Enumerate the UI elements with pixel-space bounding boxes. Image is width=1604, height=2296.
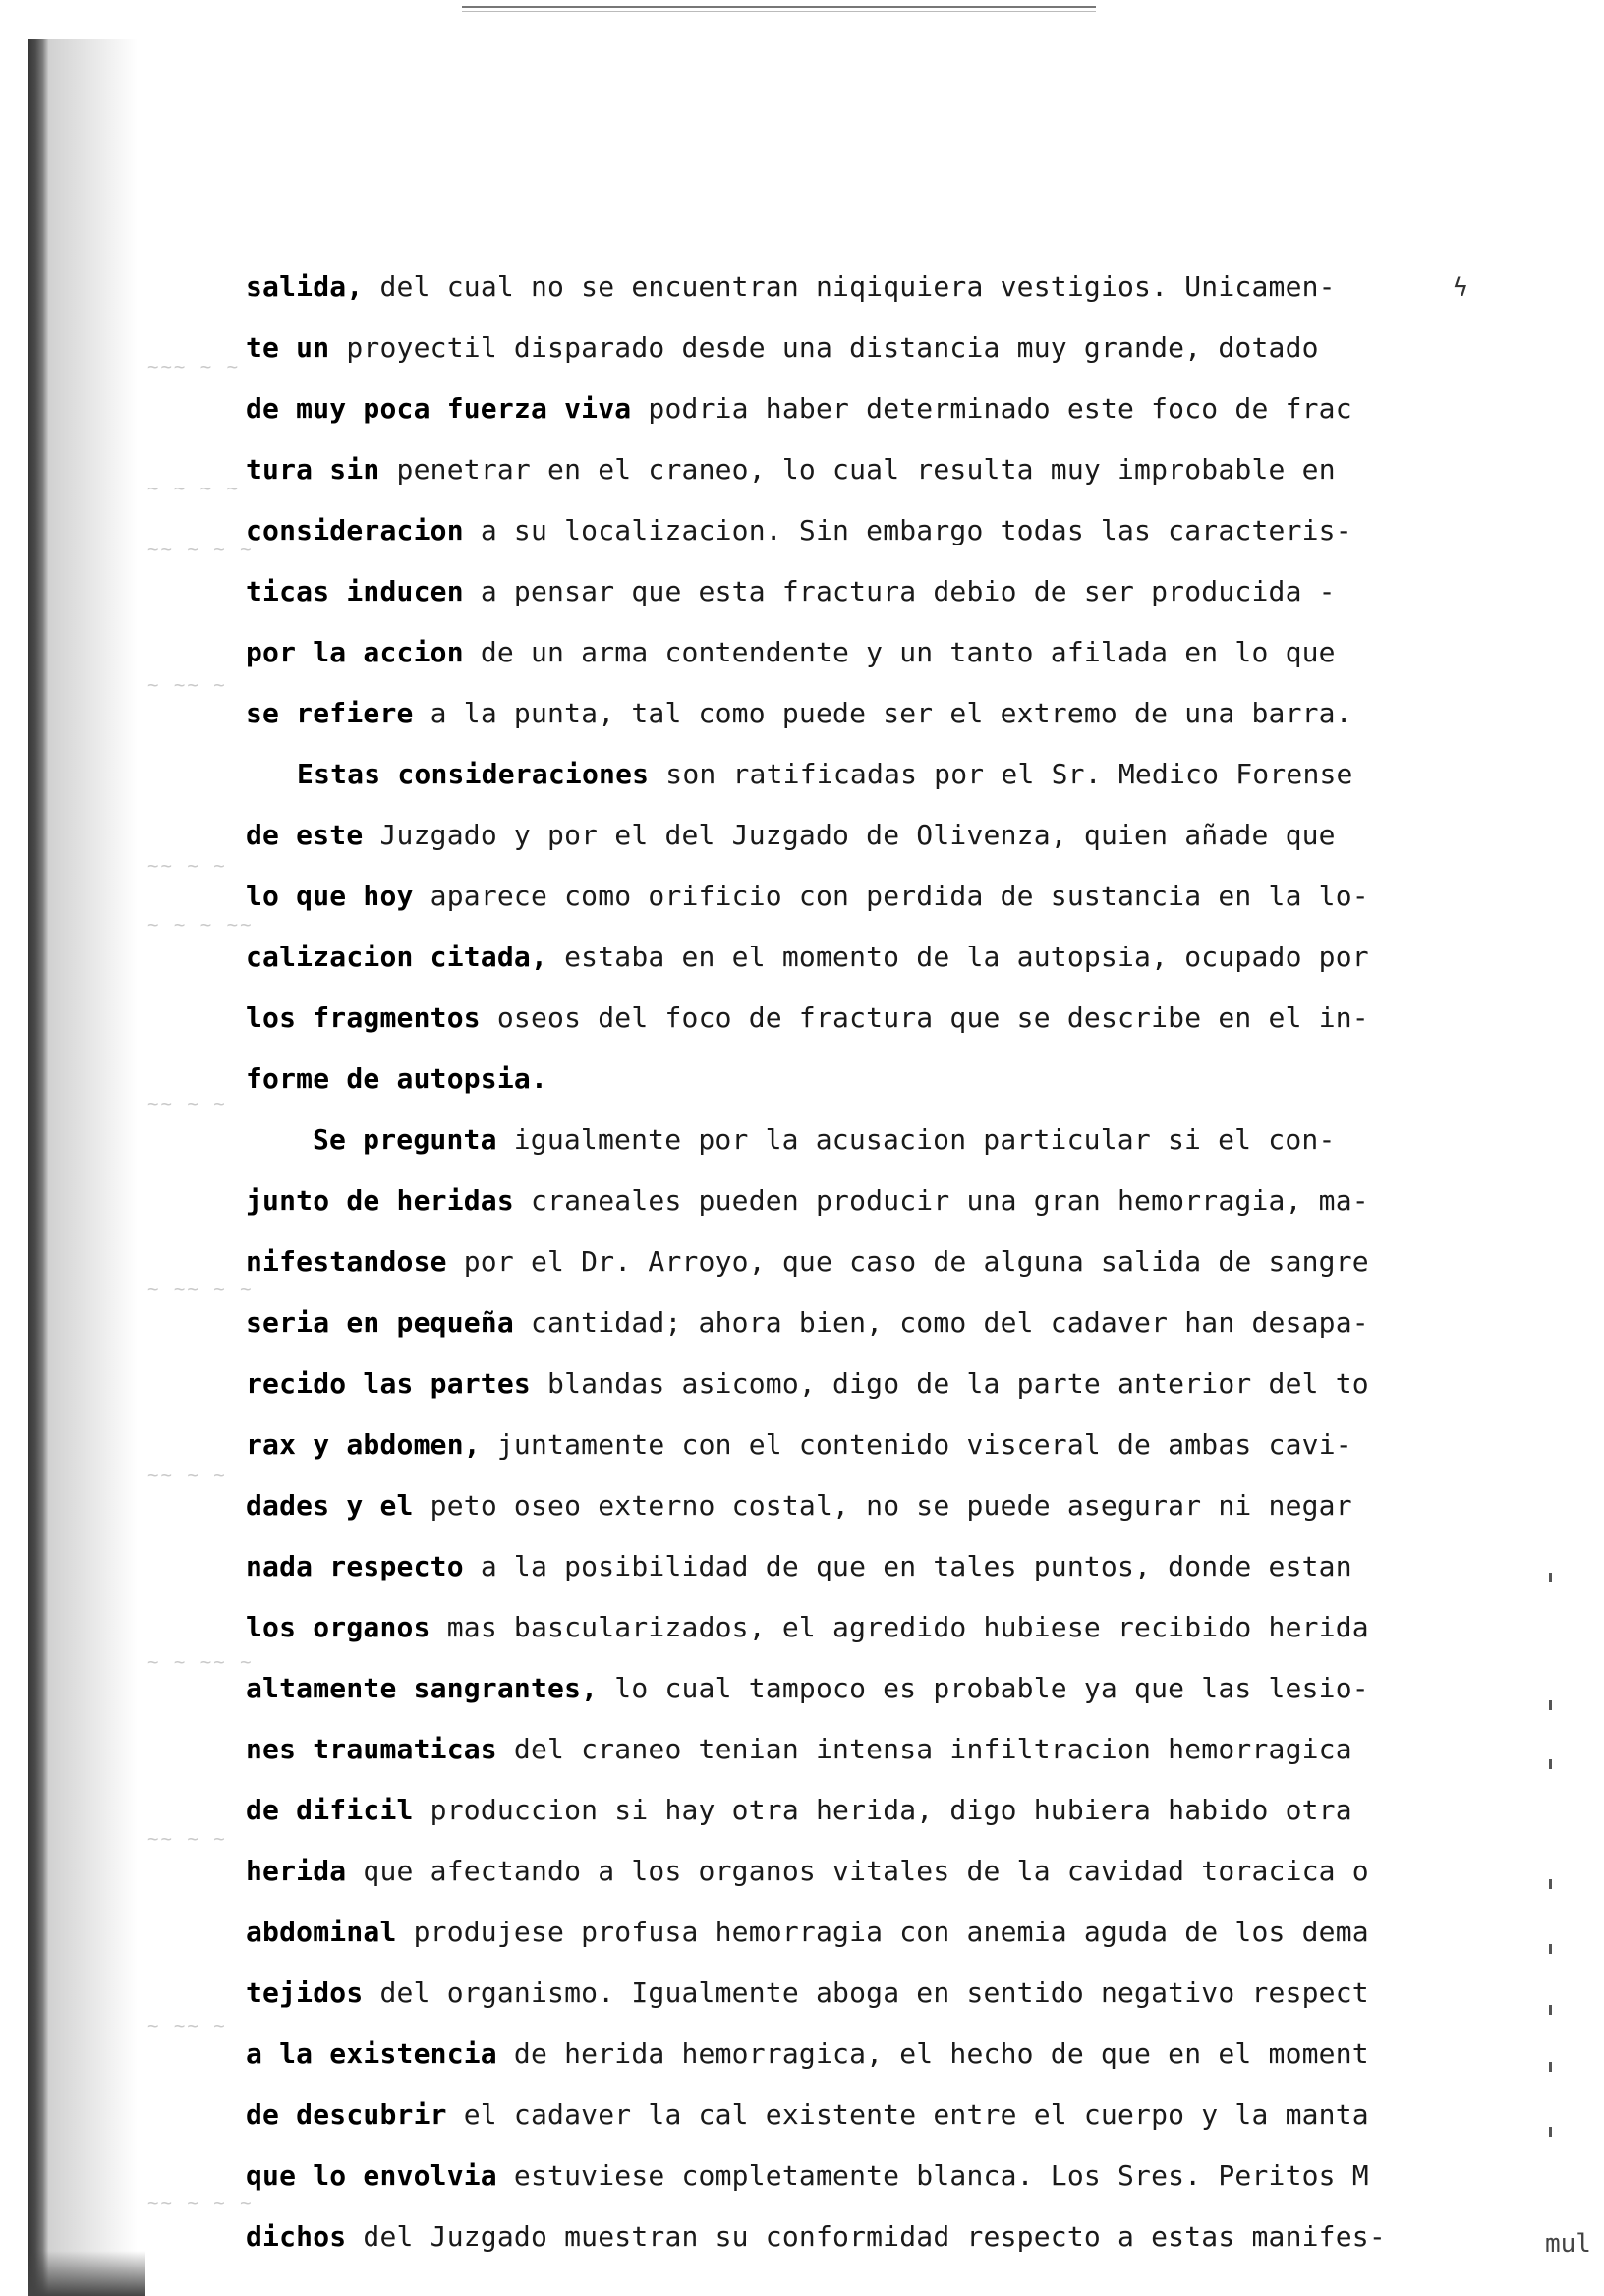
text-line: por la accion de un arma contendente y un tanto afilada en lo que <box>246 636 1336 668</box>
bleed-through-artifact: ~~ ~ ~ <box>147 1828 227 1850</box>
bleed-through-artifact: ~ ~ ~ ~ <box>147 478 241 499</box>
bleed-through-artifact: ~~ ~ ~ ~ <box>147 2192 254 2213</box>
text-line: tejidos del organismo. Igualmente aboga en sentido negativo respect <box>246 1977 1369 2009</box>
text-line: herida que afectando a los organos vitales de la cavidad toracica o <box>246 1855 1369 1887</box>
text-line: recido las partes blandas asicomo, digo de la parte anterior del to <box>246 1367 1369 1400</box>
text-line: dades y el peto oseo externo costal, no se puede asegurar ni negar <box>246 1489 1352 1521</box>
bleed-through-artifact: ~ ~ ~~ ~ <box>147 1651 254 1673</box>
text-line: calizacion citada, estaba en el momento de la autopsia, ocupado por <box>246 941 1369 973</box>
adjacent-page-bleed-mark <box>1549 1700 1552 1710</box>
adjacent-page-bleed-mark <box>1549 1759 1552 1769</box>
adjacent-page-bleed-mark <box>1549 1944 1552 1954</box>
text-line: nada respecto a la posibilidad de que en tales puntos, donde estan <box>246 1550 1352 1582</box>
text-line: altamente sangrantes, lo cual tampoco es probable ya que las lesio- <box>246 1672 1369 1704</box>
text-line: nifestandose por el Dr. Arroyo, que caso de alguna salida de sangre <box>246 1245 1369 1278</box>
text-line: de descubrir el cadaver la cal existente entre el cuerpo y la manta <box>246 2098 1369 2131</box>
text-line: ticas inducen a pensar que esta fractura debio de ser producida - <box>246 575 1336 607</box>
bleed-through-artifact: ~~ ~ ~ <box>147 855 227 877</box>
adjacent-page-bleed-mark <box>1549 2127 1552 2137</box>
bleed-through-artifact: ~~ ~ ~ ~ <box>147 539 254 560</box>
adjacent-page-bleed-mark <box>1549 1879 1552 1889</box>
adjacent-page-bleed-mark <box>1549 1573 1552 1582</box>
bleed-through-artifact: ~ ~~ ~ <box>147 2015 227 2037</box>
text-line: lo que hoy aparece como orificio con perdida de sustancia en la lo- <box>246 880 1369 912</box>
text-line: nes traumaticas del craneo tenian intensa infiltracion hemorragica <box>246 1733 1352 1765</box>
bleed-through-artifact: ~~ ~ ~ <box>147 1464 227 1486</box>
bottom-corner-scan-artifact <box>28 2251 145 2296</box>
text-line: de dificil produccion si hay otra herida, digo hubiera habido otra <box>246 1794 1352 1826</box>
text-line: que lo envolvia estuviese completamente blanca. Los Sres. Peritos M <box>246 2159 1369 2192</box>
margin-adjacent-page-text: mul <box>1545 2229 1591 2259</box>
top-rule-line-faint <box>462 11 1096 12</box>
text-line: a la existencia de herida hemorragica, el hecho de que en el moment <box>246 2038 1369 2070</box>
margin-handwritten-mark: ϟ <box>1453 273 1468 303</box>
paragraph-start-line: Se pregunta igualmente por la acusacion particular si el con- <box>313 1123 1336 1156</box>
text-line: junto de heridas craneales pueden producir una gran hemorragia, ma- <box>246 1184 1369 1217</box>
binding-edge-shadow <box>28 39 49 2296</box>
text-line: seria en pequeña cantidad; ahora bien, como del cadaver han desapa- <box>246 1306 1369 1339</box>
text-line: abdominal produjese profusa hemorragia con anemia aguda de los dema <box>246 1916 1369 1948</box>
bleed-through-artifact: ~ ~~ ~ <box>147 674 227 696</box>
text-line: de muy poca fuerza viva podria haber determinado este foco de frac <box>246 392 1352 425</box>
text-line: salida, del cual no se encuentran niqiquiera vestigios. Unicamen- <box>246 270 1336 303</box>
text-line: rax y abdomen, juntamente con el contenido visceral de ambas cavi- <box>246 1428 1352 1461</box>
text-line: los fragmentos oseos del foco de fractura que se describe en el in- <box>246 1002 1369 1034</box>
text-line: se refiere a la punta, tal como puede ser el extremo de una barra. <box>246 697 1352 729</box>
text-line: forme de autopsia. <box>246 1062 548 1095</box>
paragraph-start-line: Estas consideraciones son ratificadas por el Sr. Medico Forense <box>297 758 1353 790</box>
binding-gradient <box>49 39 138 2296</box>
text-line: te un proyectil disparado desde una distancia muy grande, dotado <box>246 331 1319 364</box>
text-line: dichos del Juzgado muestran su conformidad respecto a estas manifes- <box>246 2220 1386 2253</box>
text-line: los organos mas bascularizados, el agredido hubiese recibido herida <box>246 1611 1369 1643</box>
bleed-through-artifact: ~~ ~ ~ <box>147 1093 227 1115</box>
adjacent-page-bleed-mark <box>1549 2005 1552 2015</box>
text-line: tura sin penetrar en el craneo, lo cual resulta muy improbable en <box>246 453 1336 486</box>
text-line: consideracion a su localizacion. Sin embargo todas las caracteris- <box>246 514 1352 546</box>
adjacent-page-bleed-mark <box>1549 2062 1552 2072</box>
top-rule-line <box>462 6 1096 8</box>
bleed-through-artifact: ~~~ ~ ~ <box>147 356 241 377</box>
text-line: de este Juzgado y por el del Juzgado de Olivenza, quien añade que <box>246 819 1336 851</box>
bleed-through-artifact: ~ ~ ~ ~~ <box>147 914 254 936</box>
bleed-through-artifact: ~ ~~ ~ ~ <box>147 1278 254 1299</box>
